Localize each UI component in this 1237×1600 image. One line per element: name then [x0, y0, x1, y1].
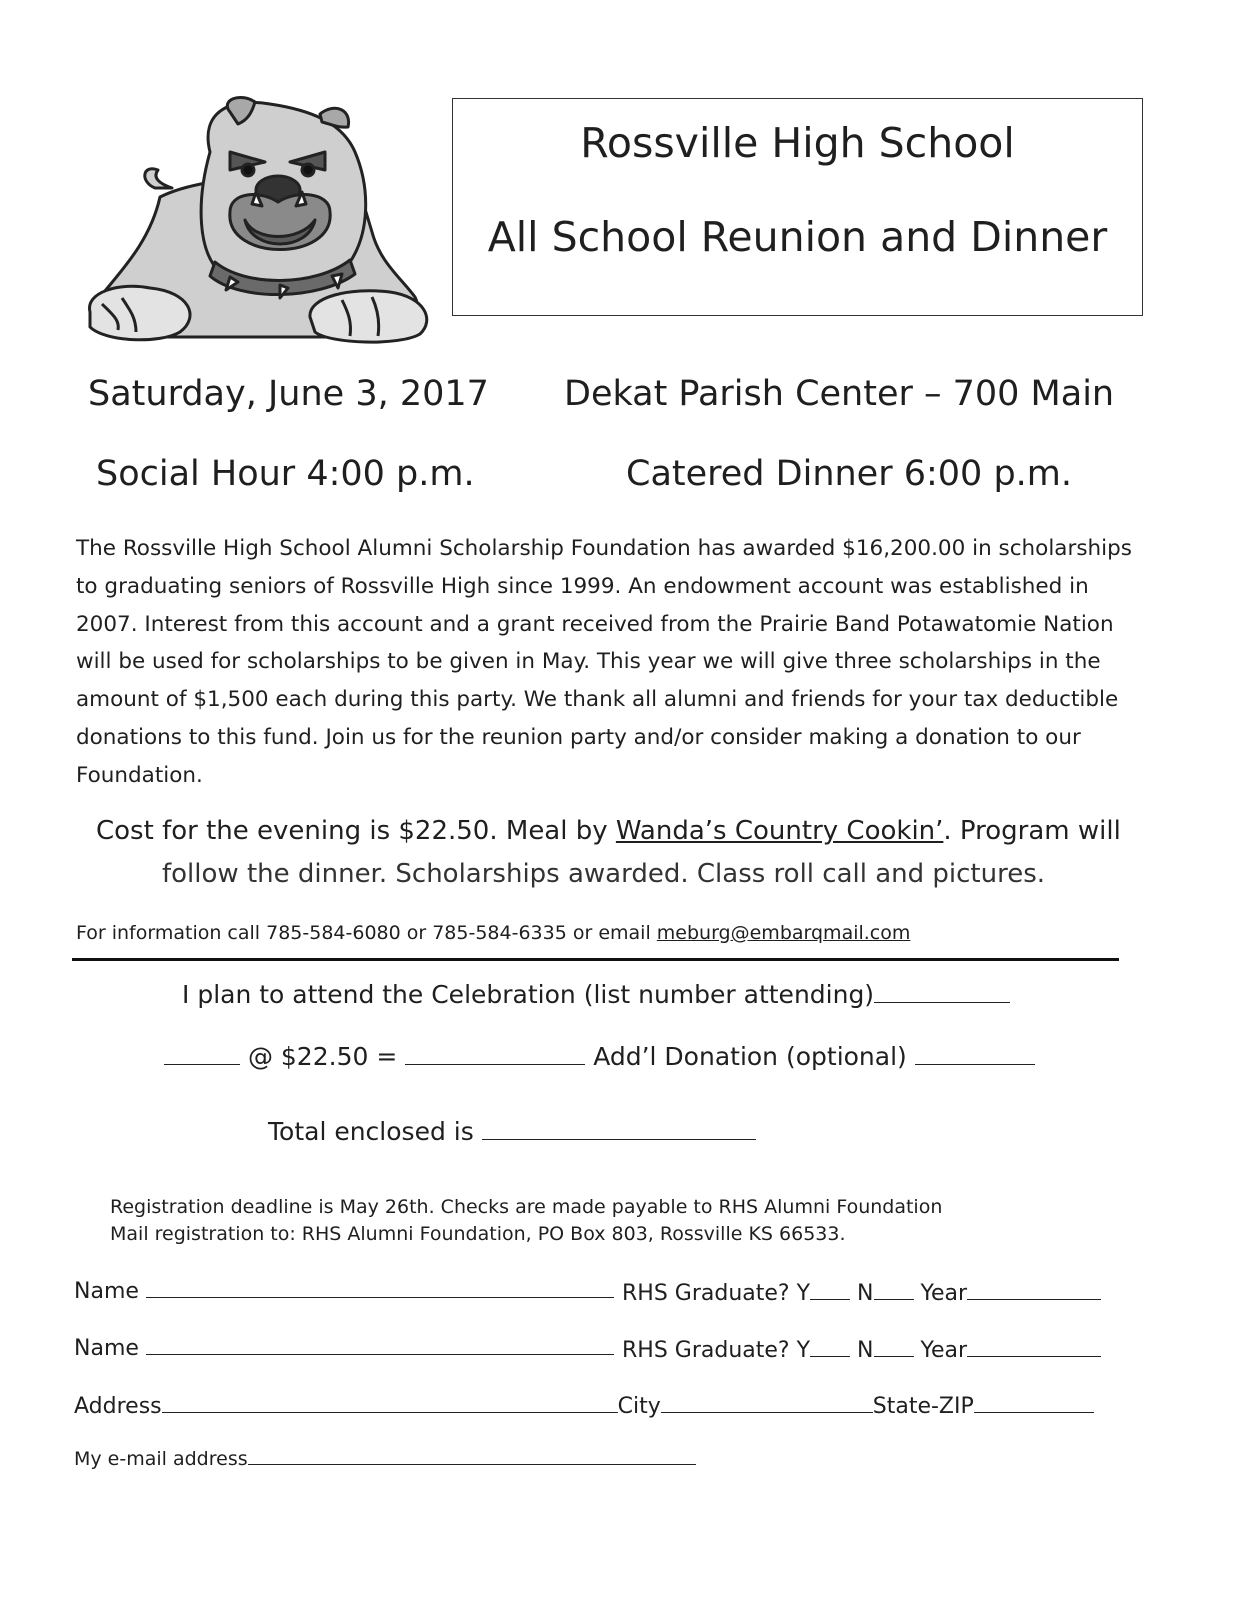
name-row-1 — [74, 1275, 614, 1304]
state-zip-field[interactable] — [974, 1390, 1094, 1413]
name-field-2[interactable] — [146, 1332, 614, 1355]
donation-label: Add’l Donation (optional) — [593, 1042, 907, 1071]
social-hour-time: Social Hour 4:00 p.m. — [96, 454, 475, 494]
name-row-2 — [74, 1332, 614, 1361]
price-label: @ $22.50 = — [247, 1042, 398, 1071]
event-title: All School Reunion and Dinner — [487, 213, 1108, 261]
donation-field[interactable] — [915, 1042, 1035, 1065]
total-label: Total enclosed is — [268, 1117, 474, 1146]
total-row — [268, 1117, 756, 1146]
graduate-no-field-1[interactable] — [874, 1277, 914, 1300]
city-field[interactable] — [661, 1390, 873, 1413]
cost-text-tail: . Program will — [943, 816, 1121, 846]
caterer-name: Wanda’s Country Cookin’ — [615, 816, 944, 846]
graduate-no-field-2[interactable] — [874, 1334, 914, 1357]
attend-count-field[interactable] — [874, 980, 1010, 1003]
foundation-description: The Rossville High School Alumni Scholarship Foundation has awarded $16,200.00 in scholarships to graduating seniors of Rossville High since 1999. An endowment account was established in 2007. Interest from this account and a grant received from the Prairie Band Potawatomie Nation will be used for scholarships to be given in May. This year we will give three scholarships in the amount of $1,500 each during this party. We thank all alumni and friends for your tax deductible donations to this fund. Join us for the reunion party and/or consider making a donation to our Foundation. — [76, 536, 1132, 788]
graduate-no-label: N — [857, 1281, 874, 1306]
cost-line-1 — [96, 816, 1121, 846]
subtotal-field[interactable] — [405, 1042, 585, 1065]
title-box — [452, 98, 1143, 316]
school-name: Rossville High School — [580, 119, 1015, 167]
email-row — [74, 1446, 696, 1470]
mailing-address: Mail registration to: RHS Alumni Foundation, PO Box 803, Rossville KS 66533. — [110, 1223, 846, 1245]
email-field[interactable] — [248, 1446, 696, 1465]
year-field-2[interactable] — [967, 1334, 1101, 1357]
year-label: Year — [920, 1281, 968, 1306]
name-label: Name — [74, 1279, 139, 1304]
contact-email-link[interactable]: meburg@embarqmail.com — [656, 922, 911, 944]
payment-row — [164, 1042, 1035, 1071]
attend-row — [182, 980, 1010, 1009]
name-label: Name — [74, 1336, 139, 1361]
graduate-yes-field-2[interactable] — [810, 1334, 850, 1357]
city-label: City — [617, 1394, 661, 1419]
state-zip-label: State-ZIP — [872, 1394, 974, 1419]
registration-deadline: Registration deadline is May 26th. Checks are made payable to RHS Alumni Foundation — [110, 1196, 943, 1218]
total-field[interactable] — [482, 1117, 756, 1140]
attend-label: I plan to attend the Celebration (list number attending) — [182, 980, 875, 1009]
quantity-field[interactable] — [164, 1042, 240, 1065]
address-label: Address — [74, 1394, 162, 1419]
event-location: Dekat Parish Center – 700 Main — [564, 374, 1115, 414]
contact-info — [76, 922, 910, 944]
dinner-time: Catered Dinner 6:00 p.m. — [626, 454, 1073, 494]
graduate-label: RHS Graduate? Y — [622, 1338, 811, 1363]
graduate-no-label: N — [857, 1338, 874, 1363]
cost-line-2: follow the dinner. Scholarships awarded. Class roll call and pictures. — [162, 859, 1046, 889]
year-field-1[interactable] — [967, 1277, 1101, 1300]
graduate-row-1 — [622, 1277, 1101, 1306]
email-label: My e-mail address — [74, 1448, 248, 1470]
graduate-label: RHS Graduate? Y — [622, 1281, 811, 1306]
name-field-1[interactable] — [146, 1275, 614, 1298]
bulldog-mascot-icon — [80, 92, 440, 352]
address-field[interactable] — [162, 1390, 618, 1413]
cost-text: Cost for the evening is $22.50. Meal by — [96, 816, 616, 846]
contact-text: For information call 785-584-6080 or 785-584-6335 or email — [76, 922, 657, 944]
graduate-row-2 — [622, 1334, 1101, 1363]
address-row — [74, 1390, 1094, 1419]
graduate-yes-field-1[interactable] — [810, 1277, 850, 1300]
event-date: Saturday, June 3, 2017 — [88, 374, 489, 414]
divider-rule — [72, 958, 1119, 961]
year-label: Year — [920, 1338, 968, 1363]
